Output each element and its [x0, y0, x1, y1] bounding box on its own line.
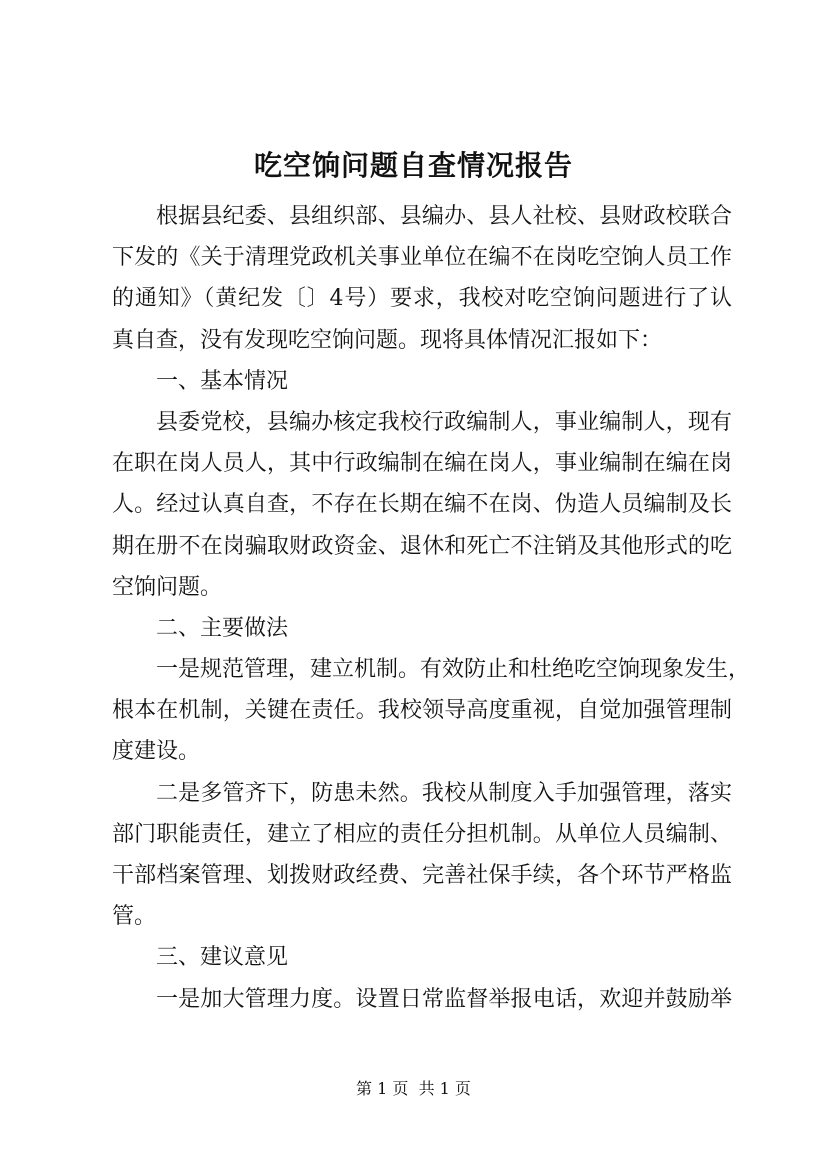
paragraph-line: 部门职能责任，建立了相应的责任分担机制。从单位人员编制、 — [112, 821, 732, 847]
paragraph-line: 根据县纪委、县组织部、县编办、县人社校、县财政校联合 — [156, 204, 732, 229]
paragraph-line: 二是多管齐下，防患未然。我校从制度入手加强管理，落实 — [156, 780, 732, 806]
paragraph-line: 的通知》（黄纪发〔〕4号）要求，我校对吃空饷问题进行了认 — [112, 286, 732, 312]
paragraph-line: 根本在机制，关键在责任。我校领导高度重视，自觉加强管理制 — [112, 698, 732, 724]
paragraph-line: 空饷问题。 — [112, 574, 223, 600]
section-heading: 二、主要做法 — [156, 615, 289, 641]
paragraph-line: 县委党校，县编办核定我校行政编制人，事业编制人，现有 — [156, 409, 732, 435]
page-number-label: 第 1 页 共 1 页 — [356, 1079, 471, 1098]
paragraph-line: 期在册不在岗骗取财政资金、退休和死亡不注销及其他形式的吃 — [112, 533, 732, 559]
paragraph-line: 一是规范管理，建立机制。有效防止和杜绝吃空饷现象发生， — [156, 657, 751, 683]
page-footer — [0, 1078, 827, 1100]
paragraph-line: 度建设。 — [112, 739, 201, 765]
paragraph-line: 干部档案管理、划拨财政经费、完善社保手续，各个环节严格监 — [112, 863, 732, 888]
paragraph-line: 管。 — [112, 904, 157, 930]
paragraph-line: 人。经过认真自查，不存在长期在编不在岗、伪造人员编制及长 — [112, 492, 732, 518]
section-heading: 三、建议意见 — [156, 945, 289, 971]
section-heading: 一、基本情况 — [156, 368, 289, 394]
paragraph-line: 下发的《关于清理党政机关事业单位在编不在岗吃空饷人员工作 — [112, 245, 732, 271]
paragraph-line: 在职在岗人员人，其中行政编制在编在岗人，事业编制在编在岗 — [112, 451, 732, 477]
document-body — [112, 196, 751, 1020]
document-title: 吃空饷问题自查情况报告 — [253, 149, 573, 182]
paragraph-line: 一是加大管理力度。设置日常监督举报电话，欢迎并鼓励举 — [156, 986, 732, 1012]
paragraph-line: 真自查，没有发现吃空饷问题。现将具体情况汇报如下： — [112, 327, 663, 353]
